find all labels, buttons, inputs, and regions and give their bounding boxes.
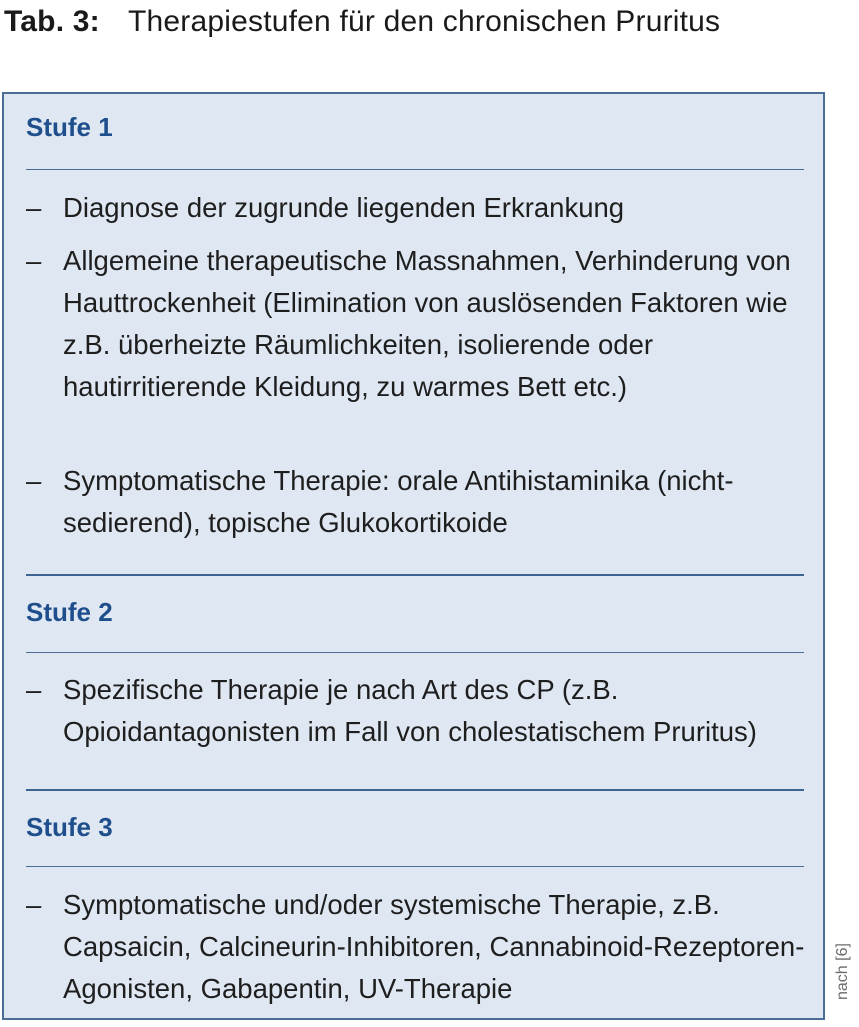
list-item (26, 669, 806, 753)
table-title: Therapiestufen für den chronischen Pruritus (128, 5, 721, 38)
therapy-table (2, 92, 825, 1020)
stage-1-divider (26, 169, 804, 170)
dash-bullet: – (26, 192, 42, 223)
list-item-text: Allgemeine therapeutische Massnahmen, Verhinderung von Hauttrockenheit (Elimination von auslösenden Faktoren wie z.B. überheizte Räumlichkeiten, isolierende oder hautirritierende Kleidung, zu warmes Bett etc.) (63, 245, 791, 402)
list-item-text: Symptomatische Therapie: orale Antihistaminika (nicht-sedierend), topische Glukokortikoide (63, 465, 734, 538)
dash-bullet: – (26, 245, 42, 276)
stage-3-divider (26, 866, 804, 867)
list-item (26, 460, 806, 544)
list-item (26, 884, 806, 1010)
list-item (26, 240, 806, 408)
table-number: Tab. 3: (4, 5, 100, 38)
list-item (26, 187, 806, 229)
dash-bullet: – (26, 674, 42, 705)
dash-bullet: – (26, 465, 42, 496)
list-item-text: Spezifische Therapie je nach Art des CP (z.B. Opioidantagonisten im Fall von cholestatischem Pruritus) (63, 674, 757, 747)
list-item-text: Symptomatische und/oder systemische Therapie, z.B. Capsaicin, Calcineurin-Inhibitoren, Cannabinoid-Rezeptoren-Agonisten, Gabapentin, UV-Therapie (63, 889, 805, 1004)
stage-3-heading: Stufe 3 (26, 812, 113, 842)
list-item-text: Diagnose der zugrunde liegenden Erkrankung (63, 192, 625, 223)
dash-bullet: – (26, 889, 42, 920)
stage-2-heading: Stufe 2 (26, 597, 113, 627)
stage-2-divider (26, 652, 804, 653)
section-separator (26, 574, 804, 576)
section-separator (26, 789, 804, 791)
source-note: nach [6] (834, 943, 851, 1000)
stage-1-heading: Stufe 1 (26, 112, 113, 142)
